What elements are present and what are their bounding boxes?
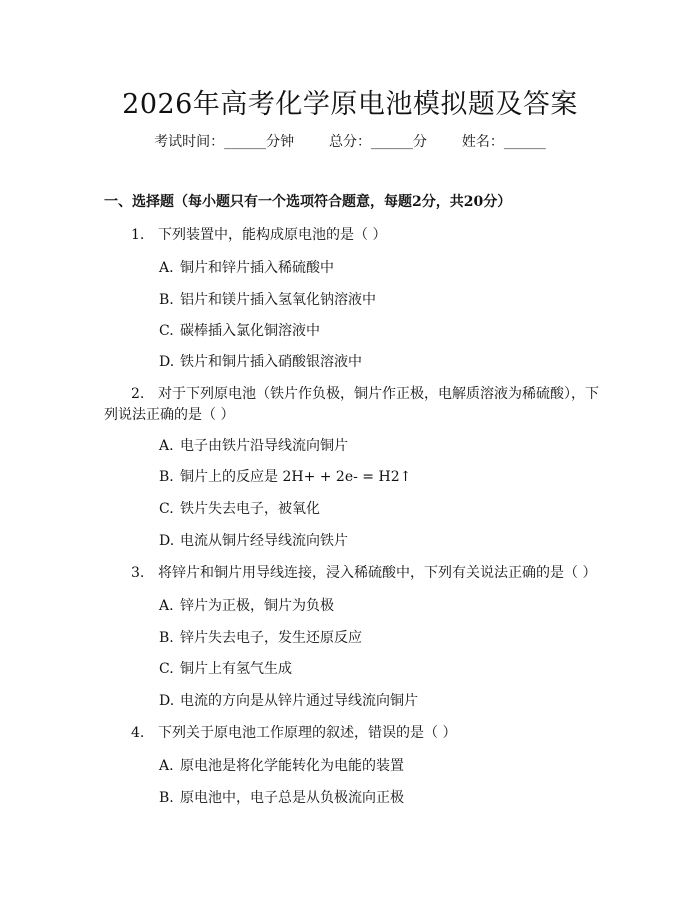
option-letter: D. <box>159 354 175 370</box>
option-2a <box>159 435 348 455</box>
time-unit: 分钟 <box>266 134 295 150</box>
name-blank: ______ <box>503 134 546 150</box>
score-unit: 分 <box>413 134 427 150</box>
option-letter: D. <box>159 693 175 709</box>
option-text: 锌片为正极，铜片为负极 <box>180 598 334 614</box>
option-text: 电子由铁片沿导线流向铜片 <box>180 438 348 454</box>
option-letter: B. <box>159 790 174 806</box>
page-title: 2026年高考化学原电池模拟题及答案 <box>122 89 578 120</box>
option-letter: D. <box>159 533 175 549</box>
option-1c <box>159 320 320 340</box>
option-text: 电流的方向是从锌片通过导线流向铜片 <box>180 693 418 709</box>
option-2d <box>159 530 348 550</box>
option-3b <box>159 627 362 647</box>
option-4b <box>159 787 404 807</box>
option-text: 原电池是将化学能转化为电能的装置 <box>180 758 404 774</box>
option-text: 铁片和铜片插入硝酸银溶液中 <box>180 354 362 370</box>
option-1a <box>159 257 334 277</box>
option-letter: B. <box>159 630 174 646</box>
option-3c <box>159 658 292 678</box>
question-number: 1. <box>131 227 145 243</box>
option-text: 原电池中，电子总是从负极流向正极 <box>180 790 404 806</box>
option-text: 铁片失去电子，被氧化 <box>180 501 320 517</box>
option-text: 电流从铜片经导线流向铁片 <box>180 533 348 549</box>
question-4 <box>131 722 456 742</box>
question-number: 4. <box>131 725 145 741</box>
section-heading: 一、选择题（每小题只有一个选项符合题意，每题2分，共20分） <box>104 194 512 210</box>
option-text: 铝片和镁片插入氢氧化钠溶液中 <box>180 292 376 308</box>
time-blank: ______ <box>224 134 267 150</box>
time-label: 考试时间： <box>154 134 225 150</box>
question-text: 下列关于原电池工作原理的叙述，错误的是（ ） <box>158 725 457 741</box>
name-label: 姓名： <box>461 134 504 150</box>
option-text: 锌片失去电子，发生还原反应 <box>180 630 362 646</box>
option-text: 铜片上的反应是 2H+ + 2e- = H2↑ <box>180 469 412 485</box>
option-3d <box>159 690 418 710</box>
question-text: 下列装置中，能构成原电池的是（ ） <box>158 227 387 243</box>
option-letter: C. <box>159 323 174 339</box>
option-4a <box>159 755 404 775</box>
option-text: 铜片上有氢气生成 <box>180 661 292 677</box>
score-blank: ______ <box>371 134 413 150</box>
option-1d <box>159 351 362 371</box>
question-number: 2. <box>131 386 145 402</box>
question-3 <box>131 562 596 582</box>
question-text-line1: 对于下列原电池（铁片作负极，铜片作正极，电解质溶液为稀硫酸），下 <box>158 386 599 402</box>
option-text: 碳棒插入氯化铜溶液中 <box>180 323 320 339</box>
question-number: 3. <box>131 565 145 581</box>
option-letter: A. <box>159 598 174 614</box>
option-1b <box>159 289 376 309</box>
option-2c <box>159 498 320 518</box>
question-1 <box>131 224 386 244</box>
option-letter: C. <box>159 661 174 677</box>
score-label: 总分： <box>329 134 371 150</box>
option-letter: A. <box>159 260 174 276</box>
option-text: 铜片和锌片插入稀硫酸中 <box>180 260 334 276</box>
option-letter: B. <box>159 292 174 308</box>
option-letter: B. <box>159 469 174 485</box>
question-2 <box>131 383 599 403</box>
question-2-continued: 列说法正确的是（ ） <box>104 407 235 423</box>
question-text: 将锌片和铜片用导线连接，浸入稀硫酸中，下列有关说法正确的是（ ） <box>158 565 597 581</box>
option-letter: A. <box>159 438 174 454</box>
option-2b <box>159 466 411 486</box>
option-letter: A. <box>159 758 174 774</box>
option-3a <box>159 595 334 615</box>
option-letter: C. <box>159 501 174 517</box>
exam-meta <box>0 131 700 151</box>
